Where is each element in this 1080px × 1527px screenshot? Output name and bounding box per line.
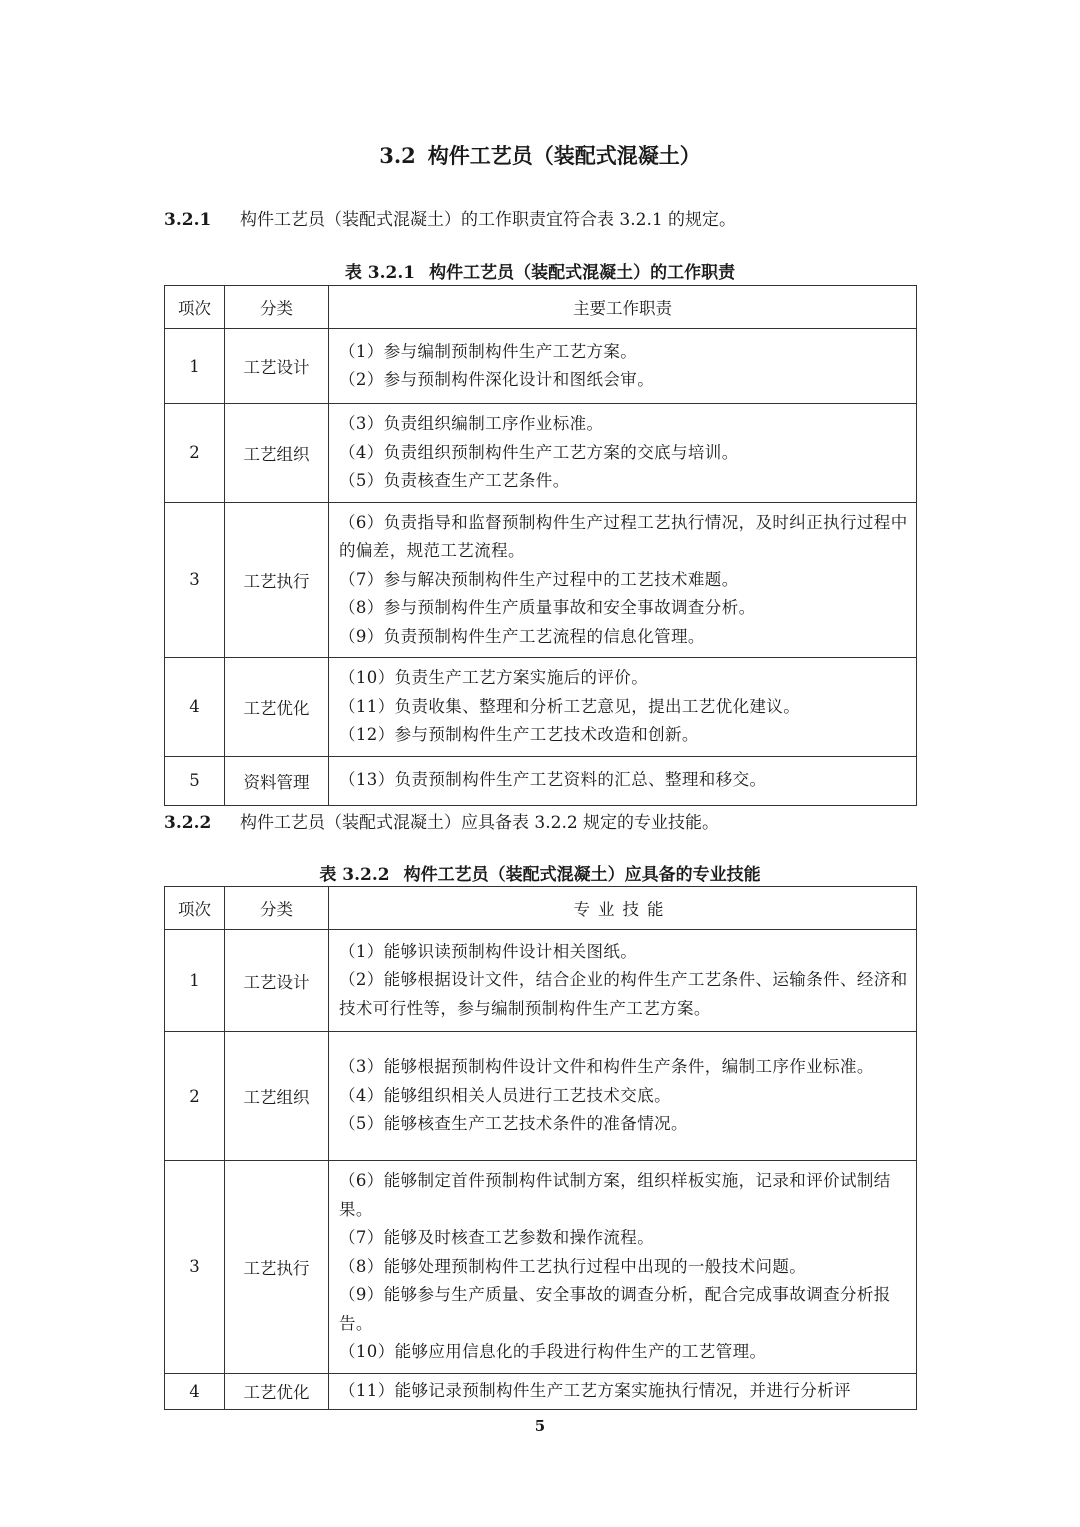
row-index: 4	[165, 658, 225, 757]
list-item: （8）能够处理预制构件工艺执行过程中出现的一般技术问题。	[339, 1256, 807, 1276]
row-content	[329, 404, 917, 503]
row-index: 4	[165, 1373, 225, 1409]
header-category: 分类	[225, 887, 329, 930]
header-content: 主要工作职责	[329, 286, 917, 329]
row-category: 工艺优化	[225, 658, 329, 757]
list-item: （1）参与编制预制构件生产工艺方案。	[339, 341, 638, 361]
section-number: 3.2	[379, 143, 416, 168]
header-index: 项次	[165, 887, 225, 930]
header-content: 专业技能	[329, 887, 917, 930]
clause-number: 3.2.2	[164, 813, 212, 833]
row-category: 工艺执行	[225, 502, 329, 658]
page-number: 5	[534, 1417, 546, 1435]
clause-text: 构件工艺员（装配式混凝土）应具备表 3.2.2 规定的专业技能。	[240, 813, 720, 833]
header-index: 项次	[165, 286, 225, 329]
list-item: （9）能够参与生产质量、安全事故的调查分析，配合完成事故调查分析报告。	[339, 1285, 891, 1333]
row-index: 2	[165, 404, 225, 503]
list-item: （5）能够核查生产工艺技术条件的准备情况。	[339, 1114, 688, 1134]
duties-table	[164, 285, 917, 806]
row-content	[329, 329, 917, 404]
row-content	[329, 658, 917, 757]
clause-text: 构件工艺员（装配式混凝土）的工作职责宜符合表 3.2.1 的规定。	[240, 210, 737, 230]
table-row	[165, 756, 917, 805]
clause-3-2-1	[164, 205, 736, 230]
list-item: （6）负责指导和监督预制构件生产过程工艺执行情况，及时纠正执行过程中的偏差，规范工艺流程。	[339, 512, 908, 560]
table-caption-number: 表 3.2.1	[344, 263, 416, 283]
list-item: （2）参与预制构件深化设计和图纸会审。	[339, 370, 655, 389]
list-item: （2）能够根据设计文件，结合企业的构件生产工艺条件、运输条件、经济和技术可行性等，参与编制预制构件生产工艺方案。	[339, 970, 908, 1018]
table-row	[165, 404, 917, 503]
list-item: （1）能够识读预制构件设计相关图纸。	[339, 941, 638, 961]
row-category: 工艺组织	[225, 404, 329, 503]
list-item: （4）能够组织相关人员进行工艺技术交底。	[339, 1085, 671, 1105]
list-item: （11）能够记录预制构件生产工艺方案实施执行情况，并进行分析评	[339, 1380, 851, 1400]
row-index: 5	[165, 756, 225, 805]
header-category: 分类	[225, 286, 329, 329]
row-content	[329, 930, 917, 1032]
list-item: （7）能够及时核查工艺参数和操作流程。	[339, 1228, 655, 1247]
row-content	[329, 1161, 917, 1374]
list-item: （11）负责收集、整理和分析工艺意见，提出工艺优化建议。	[339, 696, 801, 716]
list-item: （7）参与解决预制构件生产过程中的工艺技术难题。	[339, 569, 739, 589]
row-content	[329, 756, 917, 805]
table-header-row	[165, 286, 917, 329]
row-index: 1	[165, 930, 225, 1032]
clause-3-2-2	[164, 808, 719, 833]
row-category: 工艺优化	[225, 1373, 329, 1409]
table-row	[165, 930, 917, 1032]
list-item: （9）负责预制构件生产工艺流程的信息化管理。	[339, 626, 705, 646]
table-row	[165, 658, 917, 757]
list-item: （10）负责生产工艺方案实施后的评价。	[339, 668, 649, 687]
clause-number: 3.2.1	[164, 210, 212, 230]
list-item: （3）能够根据预制构件设计文件和构件生产条件，编制工序作业标准。	[339, 1057, 874, 1077]
row-category: 工艺设计	[225, 329, 329, 404]
table-row	[165, 329, 917, 404]
row-content	[329, 502, 917, 658]
table-header-row	[165, 887, 917, 930]
table-caption-title: 构件工艺员（装配式混凝土）应具备的专业技能	[403, 865, 761, 885]
skills-table	[164, 886, 917, 1410]
table-caption-1	[164, 258, 916, 283]
list-item: （12）参与预制构件生产工艺技术改造和创新。	[339, 725, 699, 744]
row-index: 3	[165, 502, 225, 658]
row-index: 1	[165, 329, 225, 404]
list-item: （4）负责组织预制构件生产工艺方案的交底与培训。	[339, 442, 739, 462]
section-heading	[0, 140, 1080, 170]
table-caption-title: 构件工艺员（装配式混凝土）的工作职责	[429, 263, 736, 283]
table-caption-2	[164, 860, 916, 885]
row-category: 工艺设计	[225, 930, 329, 1032]
row-index: 2	[165, 1032, 225, 1161]
row-content	[329, 1373, 917, 1409]
table-row	[165, 502, 917, 658]
list-item: （5）负责核查生产工艺条件。	[339, 471, 570, 490]
row-content	[329, 1032, 917, 1161]
row-category: 资料管理	[225, 756, 329, 805]
list-item: （3）负责组织编制工序作业标准。	[339, 414, 604, 433]
list-item: （10）能够应用信息化的手段进行构件生产的工艺管理。	[339, 1342, 767, 1361]
table-row	[165, 1373, 917, 1409]
row-category: 工艺执行	[225, 1161, 329, 1374]
table-caption-number: 表 3.2.2	[319, 865, 390, 885]
row-category: 工艺组织	[225, 1032, 329, 1161]
table-row	[165, 1032, 917, 1161]
section-title: 构件工艺员（装配式混凝土）	[427, 143, 701, 168]
table-row	[165, 1161, 917, 1374]
list-item: （8）参与预制构件生产质量事故和安全事故调查分析。	[339, 598, 756, 617]
list-item: （6）能够制定首件预制构件试制方案，组织样板实施，记录和评价试制结果。	[339, 1171, 891, 1219]
row-index: 3	[165, 1161, 225, 1374]
list-item: （13）负责预制构件生产工艺资料的汇总、整理和移交。	[339, 770, 767, 790]
